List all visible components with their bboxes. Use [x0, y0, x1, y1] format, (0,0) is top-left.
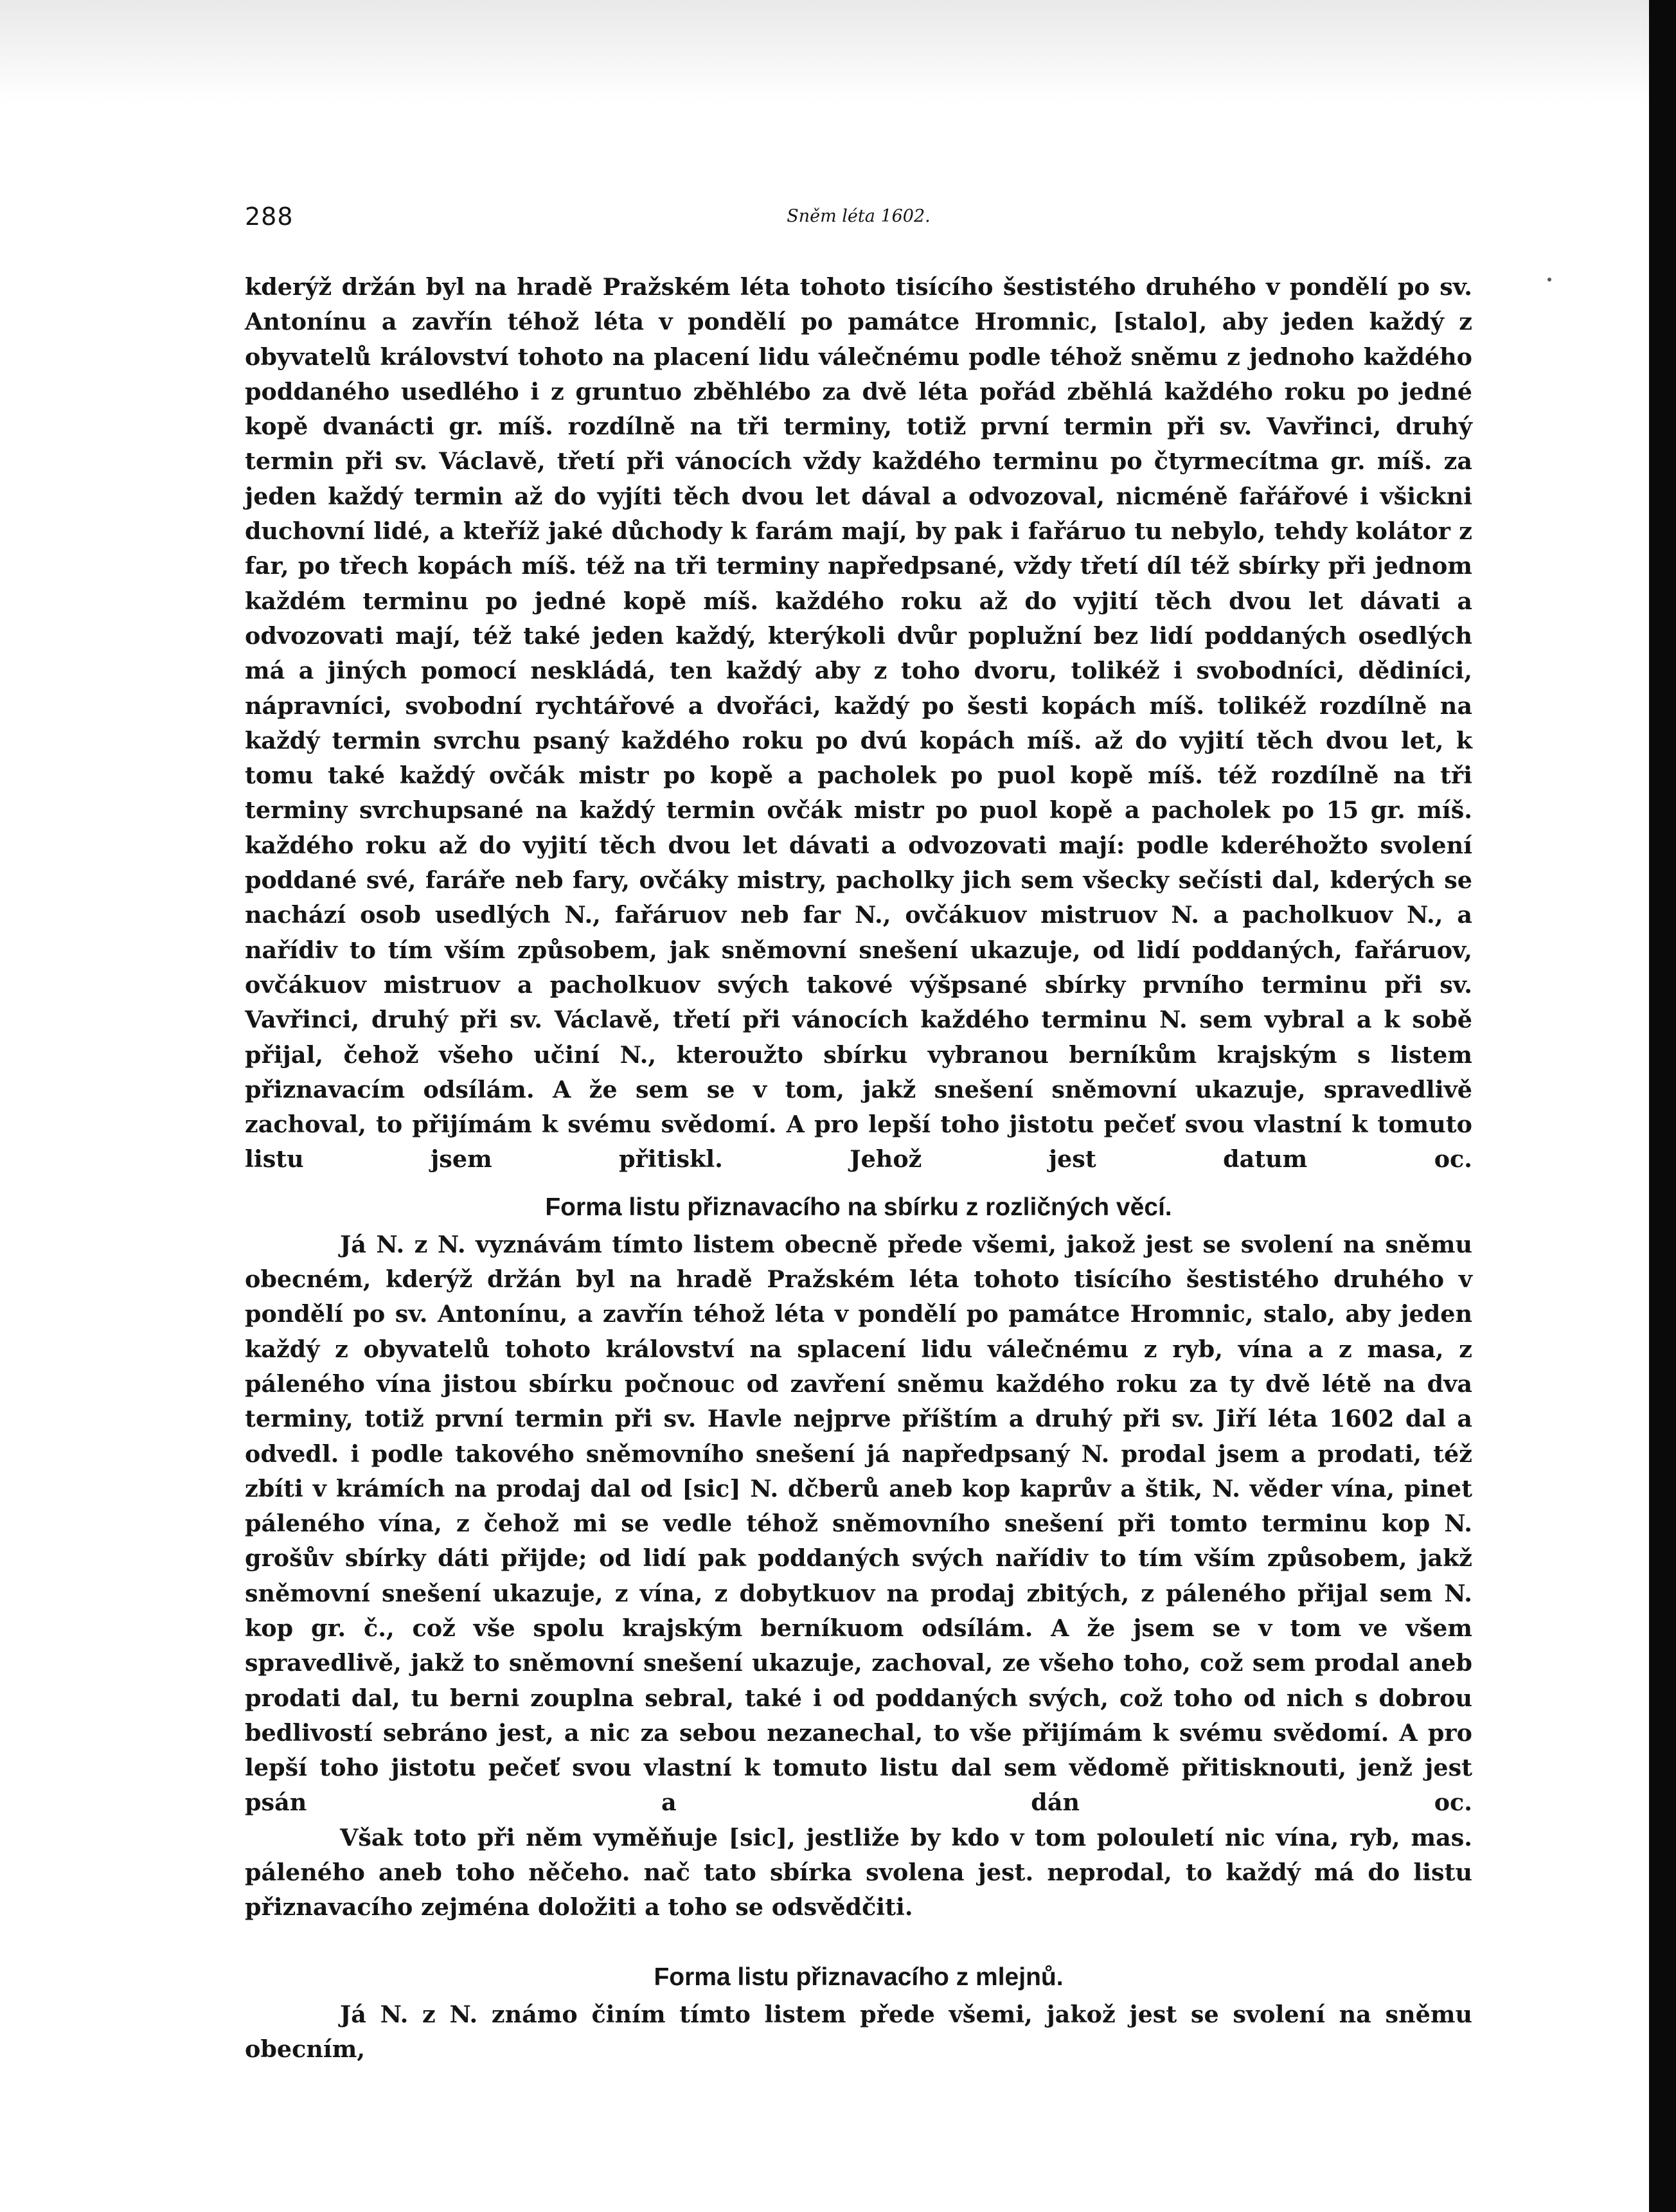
section-heading-mills: Forma listu přiznavacího z mlejnů.	[654, 1963, 1064, 1991]
paragraph-exception-note: Však toto při něm vyměňuje [sic], jestliže by kdo v tom polouletí nic vína, ryb, mas. páleného aneb toho něčeho. nač tato sbírka svolena jest. neprodal, to každý má do listu přiznavacího zejména doložiti a toho se odsvědčiti.	[245, 1823, 1472, 1922]
page-body	[245, 270, 1472, 2067]
paragraph-continuation: kderýž držán byl na hradě Pražském léta tohoto tisícího šestistého druhého v pondělí po sv. Antonínu a zavřín téhož léta v pondělí po památce Hromnic, [stalo], aby jeden každý z obyvatelů království tohoto na placení lidu válečnému podle téhož sněmu z jednoho každého poddaného usedlého i z gruntuo zběhlébo za dvě léta pořád zběhlá každého roku po jedné kopě dvanácti gr. míš. rozdílně na tři terminy, totiž první termin při sv. Vavřinci, druhý termin při sv. Václavě, třetí při vánocích vždy každého terminu po čtyrmecítma gr. míš. za jeden každý termin až do vyjíti těch dvou let dával a odvozoval, nicméně fařářové i všickni duchovní lidé, a kteříž jaké důchody k farám mají, by pak i fařáruo tu nebylo, tehdy kolátor z far, po třech kopách míš. též na tři terminy napředpsané, vždy třetí díl též sbírky při jednom každém terminu po jedné kopě míš. každého roku až do vyjití těch dvou let dávati a odvozovati mají, též také jeden každý, kterýkoli dvůr poplužní bez lidí poddaných osedlých má a jiných pomocí neskládá, ten každý aby z toho dvoru, tolikéž i svobodníci, dědiníci, nápravníci, svobodní rychtářové a dvořáci, každý po šesti kopách míš. tolikéž rozdílně na každý termin svrchu psaný každého roku po dvú kopách míš. až do vyjití těch dvou let, k tomu také každý ovčák mistr po kopě a pacholek po puol kopě míš. též rozdílně na tři terminy svrchupsané na každý termin ovčák mistr po puol kopě a pacholek po 15 gr. míš. každého roku až do vyjití těch dvou let dávati a odvozovati mají: podle kderéhožto svolení poddané své, faráře neb fary, ovčáky mistry, pacholky jich sem všecky sečísti dal, kderých se nachází osob usedlých N., fařáruov neb far N., ovčákuov mistruov N. a pacholkuov N., a nařídiv to tím vším způsobem, jak sněmovní snešení ukazuje, od lidí poddaných, fařáruov, ovčákuov mistruov a pacholkuov svých takové výšpsané sbírky prvního terminu při sv. Vavřinci, druhý při sv. Václavě, třetí při vánocích každého terminu N. sem vybral a k sobě přijal, čehož všeho učiní N., kteroužto sbírku vybranou berníkům krajským s listem přiznavacím odsílám. A že sem se v tom, jakž snešení sněmovní ukazuje, spravedlivě zachoval, to přijímám k svému svědomí. A pro lepší toho jistotu pečeť svou vlastní k tomuto listu jsem přitiskl. Jehož jest datum oc.	[245, 273, 1472, 1173]
paragraph-form-mills: Já N. z N. známo činím tímto listem přede všemi, jakož jest se svolení na sněmu obecním,	[245, 2000, 1472, 2063]
scan-dark-edge	[1649, 0, 1676, 2212]
scan-shadow	[0, 0, 1649, 103]
page-number: 288	[245, 202, 294, 231]
paragraph-form-various-goods: Já N. z N. vyznávám tímto listem obecně přede všemi, jakož jest se svolení na sněmu obecném, kderýž držán byl na hradě Pražském léta tohoto tisícího šestistého druhého v pondělí po sv. Antonínu, a zavřín téhož léta v pondělí po památce Hromnic, stalo, aby jeden každý z obyvatelů tohoto království na splacení lidu válečnému z ryb, vína a z masa, z páleného vína jistou sbírku počnouc od zavření sněmu každého roku za ty dvě létě na dva terminy, totiž první termin při sv. Havle nejprve příštím a druhý při sv. Jiří léta 1602 dal a odvedl. i podle takového sněmovního snešení já napředpsaný N. prodal jsem a prodati, též zbíti v krámích na prodaj dal od [sic] N. dčberů aneb kop kaprův a štik, N. věder vína, pinet páleného vína, z čehož mi se vedle téhož sněmovního snešení při tomto terminu kop N. grošův sbírky dáti přijde; od lidí pak poddaných svých nařídiv to tím vším způsobem, jakž sněmovní snešení ukazuje, z vína, z dobytkuov na prodaj zbitých, z páleného přijal sem N. kop gr. č., což vše spolu krajským berníkuom odsílám. A že jsem se v tom ve všem spravedlivě, jakž to sněmovní snešení ukazuje, zachoval, ze všeho toho, což sem prodal aneb prodati dal, tu berni zouplna sebral, také i od poddaných svých, což toho od nich s dobrou bedlivostí sebráno jest, a nic za sebou nezanechal, to vše přijímám k svému svědomí. A pro lepší toho jistotu pečeť svou vlastní k tomuto listu dal sem vědomě přitisknouti, jenž jest psán a dán oc.	[245, 1230, 1472, 1817]
page-header	[245, 202, 1472, 235]
margin-speck	[1547, 278, 1551, 281]
section-heading-various-goods: Forma listu přiznavacího na sbírku z rozličných věcí.	[545, 1193, 1172, 1221]
section-gap	[245, 1925, 1472, 1947]
running-head: Sněm léta 1602.	[787, 206, 931, 226]
